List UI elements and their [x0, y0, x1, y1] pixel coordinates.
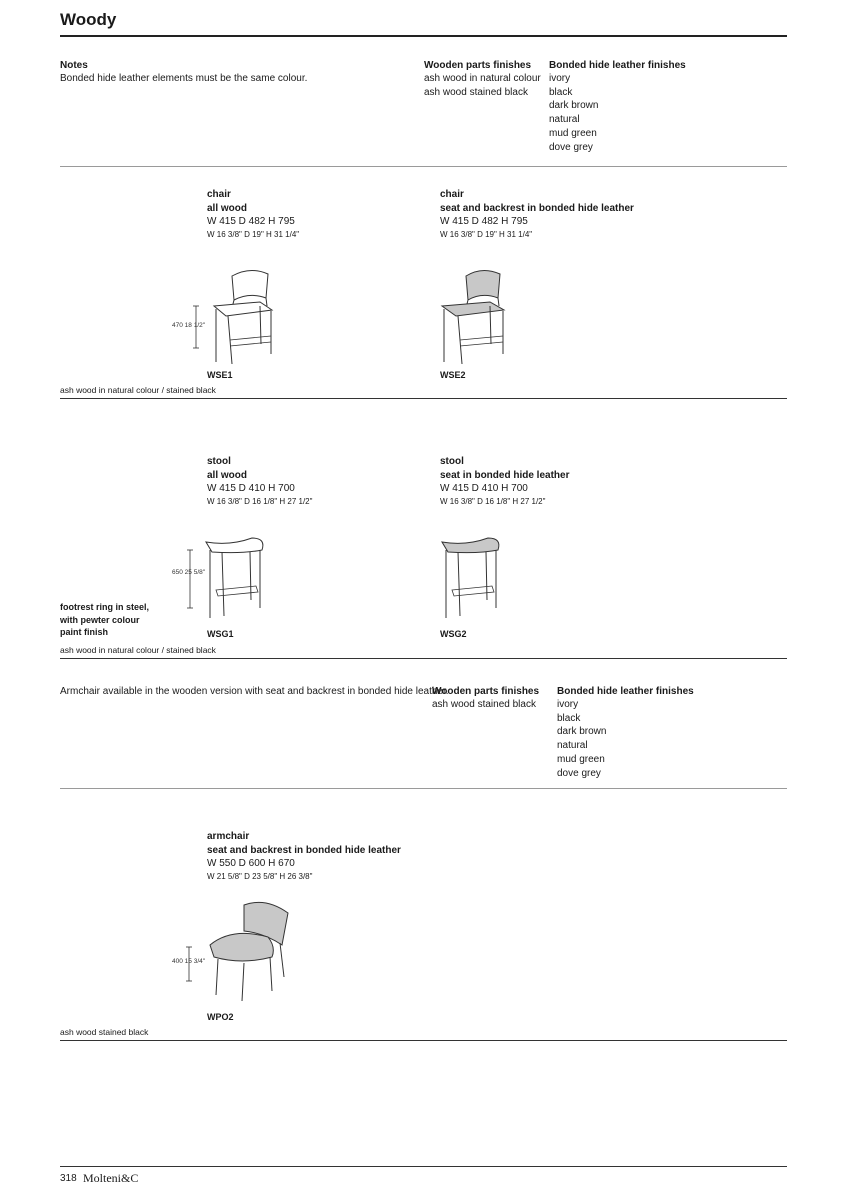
list-item: dove grey: [549, 141, 593, 153]
seat-height-mm: 650: [172, 569, 183, 576]
seat-height-in: 18 1/2": [184, 322, 206, 329]
product-desc: all wood: [207, 202, 247, 214]
armchair-note: Armchair available in the wooden version with seat and backrest in bonded hide leather.: [60, 686, 449, 697]
product-dims-in: W 16 3/8" D 19" H 31 1/4": [207, 230, 300, 240]
notes-text: Bonded hide leather elements must be the same colour.: [60, 73, 308, 84]
list-item: mud green: [549, 127, 597, 139]
seat-height-mm: 400: [172, 958, 183, 965]
chair-wse1-drawing: [172, 262, 282, 367]
seat-height-in: 15 3/4": [184, 958, 206, 965]
product-desc: seat and backrest in bonded hide leather: [440, 202, 634, 214]
stool-wsg2-drawing: [430, 528, 520, 620]
armchair-wpo2-drawing: [172, 895, 302, 1007]
leather-finishes-label: Bonded hide leather finishes: [557, 686, 694, 697]
divider: [60, 166, 787, 167]
seat-height-mm: 470: [172, 322, 183, 329]
leather-finishes-list: [549, 72, 598, 154]
list-item: dove grey: [557, 767, 601, 779]
brand-logo: Molteni&C: [83, 1171, 139, 1185]
list-item: black: [557, 712, 581, 724]
page-title: Woody: [60, 10, 117, 29]
product-name: stool: [207, 456, 231, 467]
product-dims-mm: W 415 D 482 H 795: [207, 216, 295, 228]
caption: ash wood stained black: [60, 1027, 149, 1037]
footrest-note: [60, 601, 149, 639]
product-name: chair: [440, 189, 464, 200]
list-item: ivory: [557, 699, 579, 710]
leather-finishes-label: Bonded hide leather finishes: [549, 60, 686, 71]
header-rule: [60, 35, 787, 37]
product-code: WSE1: [207, 370, 233, 380]
product-wse1-info: [207, 188, 299, 240]
product-wpo2-info: [207, 830, 401, 882]
product-dims-in: W 21 5/8" D 23 5/8" H 26 3/8": [207, 872, 313, 882]
product-name: stool: [440, 456, 464, 467]
list-item: ash wood in natural colour: [424, 73, 541, 84]
footrest-note-line: with pewter colour: [60, 614, 140, 625]
product-desc: all wood: [207, 469, 247, 481]
wooden-finishes-list: [424, 72, 541, 99]
wooden-finishes-label: Wooden parts finishes: [432, 686, 540, 697]
divider: [60, 398, 787, 399]
list-item: natural: [557, 740, 588, 752]
product-dims-in: W 16 3/8" D 16 1/8" H 27 1/2": [207, 497, 313, 507]
wooden-finishes-label: Wooden parts finishes: [424, 60, 532, 71]
product-name: armchair: [207, 831, 250, 842]
list-item: dark brown: [557, 726, 607, 738]
page-number: 318: [60, 1173, 77, 1184]
divider: [60, 658, 787, 659]
list-item: natural: [549, 114, 580, 126]
product-wsg1-info: [207, 455, 312, 507]
product-code: WSG2: [440, 629, 467, 639]
product-code: WSG1: [207, 629, 234, 639]
product-code: WPO2: [207, 1012, 234, 1022]
product-name: chair: [207, 189, 231, 200]
product-wsg2-info: [440, 455, 569, 507]
divider: [60, 788, 787, 789]
product-wse2-info: [440, 188, 634, 240]
chair-wse2-drawing: [430, 262, 520, 367]
product-dims-mm: W 415 D 410 H 700: [440, 483, 528, 495]
notes-label: Notes: [60, 60, 88, 71]
wooden-finishes-list: [432, 698, 536, 712]
product-code: WSE2: [440, 370, 466, 380]
caption: ash wood in natural colour / stained black: [60, 385, 216, 395]
product-dims-in: W 16 3/8" D 19" H 31 1/4": [440, 230, 533, 240]
seat-height-in: 25 5/8": [184, 569, 206, 576]
footrest-note-line: footrest ring in steel,: [60, 602, 150, 612]
list-item: mud green: [557, 753, 605, 765]
caption: ash wood in natural colour / stained black: [60, 645, 216, 655]
product-dims-in: W 16 3/8" D 16 1/8" H 27 1/2": [440, 497, 546, 507]
list-item: ash wood stained black: [424, 86, 528, 98]
footer-rule: [60, 1166, 787, 1167]
product-desc: seat in bonded hide leather: [440, 469, 570, 481]
footrest-note-line: paint finish: [60, 627, 108, 637]
leather-finishes-list: [557, 698, 606, 780]
list-item: black: [549, 86, 573, 98]
product-desc: seat and backrest in bonded hide leather: [207, 844, 401, 856]
product-dims-mm: W 550 D 600 H 670: [207, 858, 295, 870]
product-dims-mm: W 415 D 482 H 795: [440, 216, 528, 228]
list-item: dark brown: [549, 100, 599, 112]
divider: [60, 1040, 787, 1041]
list-item: ivory: [549, 73, 571, 84]
list-item: ash wood stained black: [432, 699, 536, 710]
product-dims-mm: W 415 D 410 H 700: [207, 483, 295, 495]
